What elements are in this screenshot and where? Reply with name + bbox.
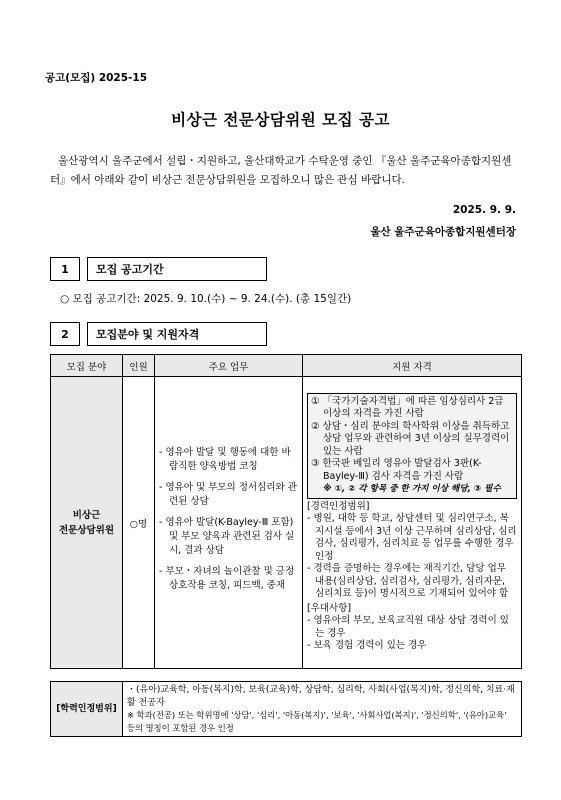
duty-item: - 영유아 및 부모의 정서심리와 관련된 상담	[159, 481, 297, 507]
count-cell: ○명	[123, 377, 155, 669]
table-row	[51, 377, 522, 669]
section-1-number: 1	[50, 257, 80, 281]
header-field: 모집 분야	[51, 355, 123, 377]
education-note: ※ 학과(전공) 또는 학위명에 '상담', '심리', '아동(복지)', '보육', '사회사업(복지)', '정신의학', '(유아)교육' 등의 명칭이 포함된 경우 인정	[127, 710, 507, 733]
duty-item: - 영유아 발달 및 행동에 대한 바람직한 양육방법 코칭	[159, 446, 291, 472]
duty-item: - 부모・자녀의 놀이관찰 및 긍정 상호작용 코칭, 피드백, 중재	[159, 565, 295, 591]
notice-date: 2025. 9. 9.	[452, 204, 516, 216]
required-qualifications-box	[307, 393, 517, 499]
qualification-note: ※ ①, ② 각 항목 중 한 가지 이상 해당, ③ 필수	[323, 484, 501, 494]
qualifications-cell	[303, 377, 522, 669]
preference-item: - 영유아의 부모, 보육교직원 대상 상담 경력이 있는 경우	[307, 615, 509, 639]
education-table	[50, 681, 522, 737]
recruitment-period: ○ 모집 공고기간: 2025. 9. 10.(수) ~ 9. 24.(수). (총 15일간)	[60, 293, 352, 305]
qualification-item: ② 상담・심리 분야의 학사학위 이상을 취득하고 상담 업무와 관련하여 3년 이상의 실무경력이 있는 사람	[311, 420, 510, 457]
duties-cell	[155, 377, 303, 669]
notice-number: 공고(모집) 2025-15	[45, 72, 148, 84]
education-label: [학력인정범위]	[51, 682, 123, 737]
education-content	[123, 682, 522, 737]
career-item: - 병원, 대학 등 학교, 상담센터 및 심리연구소, 복지시설 등에서 3년 이상 근무하며 심리상담, 심리검사, 심리평가, 심리치료 등 업무를 수행한 경우 인정	[307, 513, 517, 562]
organization-name: 울산 울주군육아종합지원센터장	[370, 226, 516, 238]
qualification-item: ③ 한국판 베일리 영유아 발달검사 3판(K-Bayley-Ⅲ) 검사 자격을 가진 사람	[311, 458, 482, 482]
header-qualifications: 지원 자격	[303, 355, 522, 377]
table-row	[51, 682, 522, 737]
page-title: 비상근 전문상담위원 모집 공고	[171, 111, 390, 129]
table-header-row	[51, 355, 522, 377]
section-2-title: 모집분야 및 지원자격	[87, 322, 267, 346]
career-heading: [경력인정범위]	[307, 500, 370, 512]
header-duties: 주요 업무	[155, 355, 303, 377]
education-majors: ・(유아)교육학, 아동(복지)학, 보육(교육)학, 상담학, 심리학, 사회(사업(복지)학, 정신의학, 치료·재활 전공자	[127, 685, 515, 708]
intro-paragraph: 울산광역시 울주군에서 설립・지원하고, 울산대학교가 수탁운영 중인 『울산 울주군육아종합지원센터』에서 아래와 같이 비상근 전문상담위원을 모집하오니 많은 관심 바랍니다.	[50, 155, 512, 186]
section-1-title: 모집 공고기간	[87, 257, 267, 281]
preference-heading: [우대사항]	[307, 602, 352, 614]
field-line-1: 비상근	[72, 509, 101, 521]
section-2-number: 2	[50, 322, 80, 346]
career-item: - 경력을 증명하는 경우에는 재직기간, 담당 업무 내용(심리상담, 심리검사, 심리평가, 심리자문, 심리치료 등)이 명시적으로 기재되어 있어야 함	[307, 563, 509, 599]
recruitment-table	[50, 354, 522, 669]
preference-item: - 보육 경험 경력이 있는 경우	[307, 640, 427, 651]
field-cell	[51, 377, 123, 669]
duty-item: - 영유아 발달(K-Bayley-Ⅲ 포함) 및 부모 양육과 관련된 검사 실시, 결과 상담	[159, 516, 295, 556]
header-count: 인원	[123, 355, 155, 377]
qualification-item: ① 「국가기술자격법」에 따른 임상심리사 2급 이상의 자격을 가진 사람	[311, 395, 504, 419]
field-line-2: 전문상담위원	[58, 524, 115, 536]
